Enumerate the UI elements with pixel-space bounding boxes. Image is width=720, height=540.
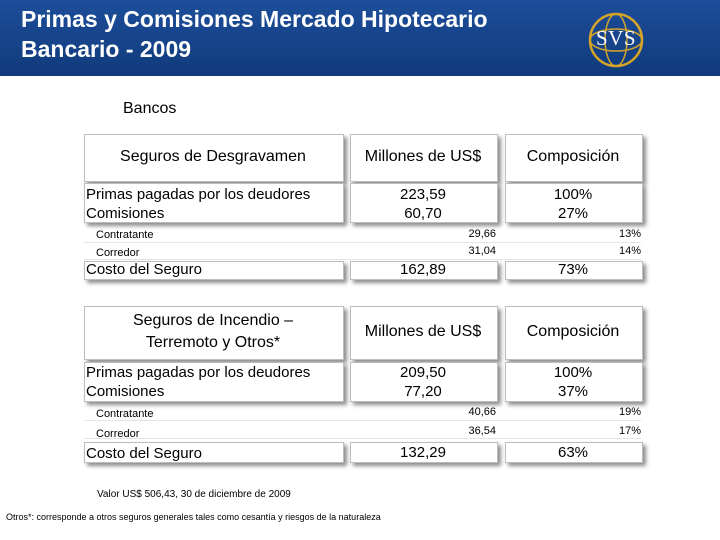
desgravamen-costo-label: Costo del Seguro	[86, 261, 202, 278]
incendio-contratante-value: 40,66	[468, 406, 496, 418]
incendio-primas-label: Primas pagadas por los deudores	[86, 364, 311, 381]
logo-text: SVS	[595, 26, 637, 50]
incendio-comisiones-label: Comisiones	[86, 383, 165, 400]
incendio-corredor-value: 36,54	[468, 425, 496, 437]
exchange-rate-note: Valor US$ 506,43, 30 de diciembre de 2009	[97, 489, 291, 500]
desgravamen-corredor-value: 31,04	[468, 245, 496, 257]
incendio-comisiones-value: 77,20	[404, 383, 442, 400]
desgravamen-comisiones-value: 60,70	[404, 205, 442, 222]
desgravamen-contratante-rule	[84, 242, 641, 243]
desgravamen-comisiones-label: Comisiones	[86, 205, 165, 222]
incendio-corredor-rule	[84, 438, 641, 439]
otros-footnote: Otros*: corresponde a otros seguros generales tales como cesantía y riesgos de la naturaleza	[6, 512, 381, 522]
incendio-costo-value: 132,29	[400, 444, 446, 461]
composicion-header: Composición	[526, 148, 620, 165]
desgravamen-primas-pct: 100%	[553, 186, 593, 203]
incendio-corredor-pct: 17%	[618, 425, 641, 437]
desgravamen-title: Seguros de Desgravamen	[120, 148, 306, 165]
desgravamen-primas-label: Primas pagadas por los deudores	[86, 186, 311, 203]
composicion-header-2: Composición	[526, 323, 620, 340]
incendio-costo-pct: 63%	[557, 444, 589, 461]
incendio-contratante-label: Contratante	[96, 408, 154, 420]
desgravamen-contratante-pct: 13%	[618, 228, 641, 240]
millones-header-2: Millones de US$	[364, 323, 482, 340]
incendio-contratante-rule	[84, 420, 641, 421]
incendio-corredor-label: Corredor	[96, 428, 140, 440]
incendio-comisiones-pct: 37%	[557, 383, 589, 400]
desgravamen-costo-value: 162,89	[400, 261, 446, 278]
incendio-primas-pct: 100%	[553, 364, 593, 381]
desgravamen-costo-pct: 73%	[557, 261, 589, 278]
page-title: Primas y Comisiones Mercado Hipotecario Bancario - 2009	[21, 6, 488, 62]
incendio-contratante-pct: 19%	[618, 406, 641, 418]
desgravamen-primas-value: 223,59	[400, 186, 446, 203]
incendio-primas-value: 209,50	[400, 364, 446, 381]
section-label: Bancos	[123, 100, 177, 117]
desgravamen-corredor-pct: 14%	[618, 245, 641, 257]
incendio-costo-label: Costo del Seguro	[86, 445, 202, 462]
desgravamen-contratante-label: Contratante	[96, 229, 154, 241]
desgravamen-comisiones-pct: 27%	[557, 205, 589, 222]
desgravamen-contratante-value: 29,66	[468, 228, 496, 240]
incendio-title: Seguros de Incendio – Terremoto y Otros*	[132, 312, 294, 351]
millones-header: Millones de US$	[364, 148, 482, 165]
desgravamen-corredor-label: Corredor	[96, 247, 140, 259]
